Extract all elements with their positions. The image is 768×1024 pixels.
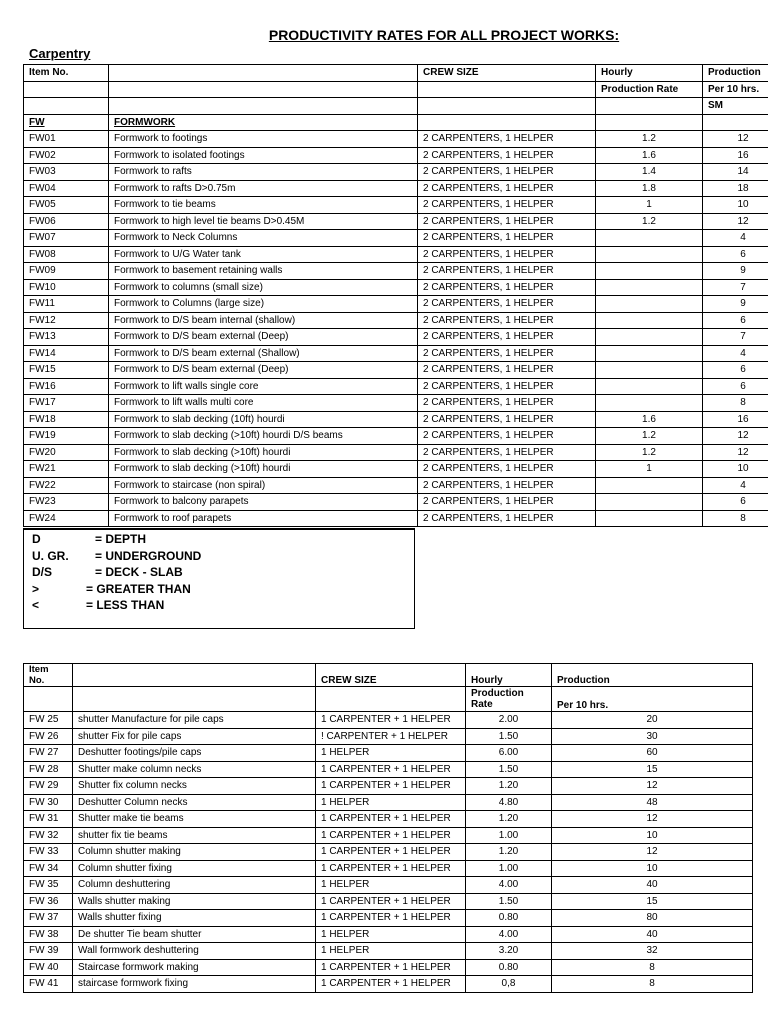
cell-production: 14 xyxy=(703,164,768,181)
cell-item-no: FW12 xyxy=(24,312,109,329)
cell-crew-size: 2 CARPENTERS, 1 HELPER xyxy=(418,197,596,214)
cell-description: Deshutter Column necks xyxy=(73,794,316,811)
page-title: PRODUCTIVITY RATES FOR ALL PROJECT WORKS: xyxy=(268,27,620,43)
cell-item-no: FW 36 xyxy=(24,893,73,910)
cell-description: Formwork to isolated footings xyxy=(109,147,418,164)
header-item-no: Item No. xyxy=(24,65,109,82)
cell-item-no: FW01 xyxy=(24,131,109,148)
cell-crew-size: 2 CARPENTERS, 1 HELPER xyxy=(418,494,596,511)
cell-description: Formwork to Columns (large size) xyxy=(109,296,418,313)
cell-crew-size: 2 CARPENTERS, 1 HELPER xyxy=(418,428,596,445)
cell-hourly-rate xyxy=(596,510,703,527)
table-row xyxy=(24,844,753,861)
cell-hourly-rate xyxy=(596,378,703,395)
cell-production: 12 xyxy=(552,778,753,795)
table-row xyxy=(24,477,768,494)
cell-crew-size: 1 CARPENTER + 1 HELPER xyxy=(316,860,466,877)
cell-hourly-rate: 1.50 xyxy=(466,893,552,910)
cell-production: 12 xyxy=(552,844,753,861)
cell-crew-size: 2 CARPENTERS, 1 HELPER xyxy=(418,131,596,148)
cell-crew-size: 2 CARPENTERS, 1 HELPER xyxy=(418,395,596,412)
cell-description: Shutter fix column necks xyxy=(73,778,316,795)
cell-crew-size: 1 CARPENTER + 1 HELPER xyxy=(316,712,466,729)
table-row xyxy=(24,893,753,910)
cell-description: Formwork to slab decking (>10ft) hourdi xyxy=(109,444,418,461)
table-row xyxy=(24,213,768,230)
cell-hourly-rate xyxy=(596,296,703,313)
table-row xyxy=(24,959,753,976)
cell-description: Formwork to staircase (non spiral) xyxy=(109,477,418,494)
cell-crew-size: 2 CARPENTERS, 1 HELPER xyxy=(418,279,596,296)
cell-crew-size: 2 CARPENTERS, 1 HELPER xyxy=(418,147,596,164)
cell-hourly-rate: 1.8 xyxy=(596,180,703,197)
cell-description: Staircase formwork making xyxy=(73,959,316,976)
cell-crew-size: 1 CARPENTER + 1 HELPER xyxy=(316,844,466,861)
cell-item-no: FW 35 xyxy=(24,877,73,894)
cell-item-no: FW 34 xyxy=(24,860,73,877)
cell-item-no: FW 25 xyxy=(24,712,73,729)
cell-item-no: FW 40 xyxy=(24,959,73,976)
cell-crew-size: 2 CARPENTERS, 1 HELPER xyxy=(418,510,596,527)
cell-hourly-rate xyxy=(596,279,703,296)
cell-hourly-rate xyxy=(596,312,703,329)
table-row xyxy=(24,444,768,461)
cell-hourly-rate: 1.50 xyxy=(466,728,552,745)
cell-production: 40 xyxy=(552,926,753,943)
section-title: Carpentry xyxy=(29,46,91,61)
cell-production: 12 xyxy=(703,131,768,148)
table-header-row xyxy=(24,98,768,115)
cell-crew-size: 2 CARPENTERS, 1 HELPER xyxy=(418,230,596,247)
cell-hourly-rate: 1.50 xyxy=(466,761,552,778)
formwork-table xyxy=(23,64,768,527)
cell-hourly-rate: 1.6 xyxy=(596,411,703,428)
cell-hourly-rate: 6.00 xyxy=(466,745,552,762)
table-row xyxy=(24,164,768,181)
cell-item-no: FW05 xyxy=(24,197,109,214)
abbreviation-legend xyxy=(23,528,415,629)
cell-description: shutter Fix for pile caps xyxy=(73,728,316,745)
table-row xyxy=(24,860,753,877)
header-unit: SM xyxy=(703,98,768,115)
cell-description: Formwork to lift walls single core xyxy=(109,378,418,395)
cell-hourly-rate xyxy=(596,477,703,494)
cell-item-no: FW02 xyxy=(24,147,109,164)
header-production: Production xyxy=(703,65,768,82)
table-row xyxy=(24,345,768,362)
cell-description: Formwork to U/G Water tank xyxy=(109,246,418,263)
cell-crew-size: 2 CARPENTERS, 1 HELPER xyxy=(418,213,596,230)
cell-production: 12 xyxy=(703,444,768,461)
cell-production: 32 xyxy=(552,943,753,960)
table-row xyxy=(24,131,768,148)
cell-item-no: FW11 xyxy=(24,296,109,313)
legend-definition: = DECK - SLAB xyxy=(95,565,183,579)
cell-crew-size: 1 CARPENTER + 1 HELPER xyxy=(316,761,466,778)
group-name: FORMWORK xyxy=(109,114,418,131)
table-header-row xyxy=(24,81,768,98)
cell-hourly-rate xyxy=(596,494,703,511)
cell-hourly-rate: 4.80 xyxy=(466,794,552,811)
header-description xyxy=(109,65,418,82)
table-header-row xyxy=(24,664,753,687)
header-production-rate: Production Rate xyxy=(466,687,552,712)
table-row xyxy=(24,778,753,795)
legend-abbreviation: < xyxy=(32,598,40,612)
table-row xyxy=(24,976,753,993)
cell-description: Walls shutter making xyxy=(73,893,316,910)
cell-item-no: FW17 xyxy=(24,395,109,412)
cell-description: Wall formwork deshuttering xyxy=(73,943,316,960)
table-row xyxy=(24,877,753,894)
cell-description: Shutter make tie beams xyxy=(73,811,316,828)
cell-crew-size: 1 HELPER xyxy=(316,745,466,762)
cell-crew-size: 1 CARPENTER + 1 HELPER xyxy=(316,976,466,993)
cell-hourly-rate xyxy=(596,345,703,362)
cell-crew-size: 1 CARPENTER + 1 HELPER xyxy=(316,827,466,844)
cell-production: 40 xyxy=(552,877,753,894)
table-row xyxy=(24,712,753,729)
cell-crew-size: 2 CARPENTERS, 1 HELPER xyxy=(418,345,596,362)
cell-item-no: FW03 xyxy=(24,164,109,181)
table-row xyxy=(24,428,768,445)
table-row xyxy=(24,745,753,762)
table-row xyxy=(24,461,768,478)
cell-item-no: FW19 xyxy=(24,428,109,445)
cell-hourly-rate xyxy=(596,329,703,346)
table-row xyxy=(24,494,768,511)
cell-hourly-rate: 0.80 xyxy=(466,910,552,927)
cell-description: Walls shutter fixing xyxy=(73,910,316,927)
cell-item-no: FW21 xyxy=(24,461,109,478)
cell-production: 7 xyxy=(703,329,768,346)
table-row xyxy=(24,411,768,428)
cell-crew-size: 2 CARPENTERS, 1 HELPER xyxy=(418,444,596,461)
cell-hourly-rate: 1.2 xyxy=(596,131,703,148)
cell-item-no: FW 28 xyxy=(24,761,73,778)
table-header-row xyxy=(24,687,753,712)
header-crew-size: CREW SIZE xyxy=(418,65,596,82)
header-per-10-hrs: Per 10 hrs. xyxy=(703,81,768,98)
cell-crew-size: 1 HELPER xyxy=(316,943,466,960)
cell-description: Column shutter making xyxy=(73,844,316,861)
table-row xyxy=(24,147,768,164)
cell-hourly-rate: 1.2 xyxy=(596,444,703,461)
table-row xyxy=(24,378,768,395)
cell-description: Formwork to balcony parapets xyxy=(109,494,418,511)
cell-production: 6 xyxy=(703,494,768,511)
cell-production: 8 xyxy=(552,959,753,976)
header-item-no: Item No. xyxy=(24,664,73,687)
table-header-row xyxy=(24,65,768,82)
cell-item-no: FW06 xyxy=(24,213,109,230)
cell-crew-size: 1 CARPENTER + 1 HELPER xyxy=(316,778,466,795)
table-row xyxy=(24,811,753,828)
legend-abbreviation: U. GR. xyxy=(32,548,69,563)
cell-crew-size: 2 CARPENTERS, 1 HELPER xyxy=(418,378,596,395)
cell-hourly-rate: 1.2 xyxy=(596,428,703,445)
cell-production: 30 xyxy=(552,728,753,745)
cell-production: 8 xyxy=(703,395,768,412)
table-row xyxy=(24,943,753,960)
cell-description: Formwork to D/S beam internal (shallow) xyxy=(109,312,418,329)
cell-hourly-rate: 1.2 xyxy=(596,213,703,230)
legend-abbreviation: D/S xyxy=(32,565,53,579)
cell-production: 12 xyxy=(703,428,768,445)
cell-production: 4 xyxy=(703,345,768,362)
table-row xyxy=(24,794,753,811)
cell-description: Formwork to slab decking (10ft) hourdi xyxy=(109,411,418,428)
header-hourly: Hourly xyxy=(466,664,552,687)
cell-item-no: FW23 xyxy=(24,494,109,511)
cell-hourly-rate: 1.20 xyxy=(466,811,552,828)
table-row xyxy=(24,246,768,263)
cell-hourly-rate: 4.00 xyxy=(466,926,552,943)
legend-definition: = LESS THAN xyxy=(86,598,165,612)
cell-hourly-rate: 1.4 xyxy=(596,164,703,181)
cell-description: Formwork to D/S beam external (Deep) xyxy=(109,329,418,346)
table-row xyxy=(24,263,768,280)
cell-item-no: FW 27 xyxy=(24,745,73,762)
cell-hourly-rate xyxy=(596,263,703,280)
cell-production: 10 xyxy=(552,860,753,877)
cell-description: Formwork to high level tie beams D>0.45M xyxy=(109,213,418,230)
cell-crew-size: 2 CARPENTERS, 1 HELPER xyxy=(418,263,596,280)
table-row xyxy=(24,279,768,296)
cell-production: 15 xyxy=(552,893,753,910)
legend-definition: = UNDERGROUND xyxy=(95,548,202,563)
legend-definition: = DEPTH xyxy=(95,532,147,546)
cell-item-no: FW 38 xyxy=(24,926,73,943)
table-row xyxy=(24,926,753,943)
cell-production: 6 xyxy=(703,378,768,395)
cell-item-no: FW10 xyxy=(24,279,109,296)
cell-description: Formwork to footings xyxy=(109,131,418,148)
table-row xyxy=(24,296,768,313)
cell-description: Shutter make column necks xyxy=(73,761,316,778)
cell-production: 12 xyxy=(703,213,768,230)
cell-hourly-rate: 1.20 xyxy=(466,778,552,795)
cell-production: 10 xyxy=(703,461,768,478)
cell-item-no: FW 30 xyxy=(24,794,73,811)
cell-hourly-rate: 4.00 xyxy=(466,877,552,894)
header-crew-size: CREW SIZE xyxy=(316,664,466,687)
cell-description: Formwork to slab decking (>10ft) hourdi D/S beams xyxy=(109,428,418,445)
table-row xyxy=(24,312,768,329)
cell-production: 6 xyxy=(703,312,768,329)
cell-item-no: FW 26 xyxy=(24,728,73,745)
cell-hourly-rate: 1.00 xyxy=(466,827,552,844)
table-row xyxy=(24,329,768,346)
cell-description: De shutter Tie beam shutter xyxy=(73,926,316,943)
table-row xyxy=(24,362,768,379)
header-hourly: Hourly xyxy=(596,65,703,82)
legend-definition: = GREATER THAN xyxy=(86,581,191,596)
cell-description: Deshutter footings/pile caps xyxy=(73,745,316,762)
cell-description: Formwork to tie beams xyxy=(109,197,418,214)
legend-abbreviation: D xyxy=(32,532,41,546)
cell-production: 8 xyxy=(552,976,753,993)
cell-description: Column deshuttering xyxy=(73,877,316,894)
cell-item-no: FW 33 xyxy=(24,844,73,861)
cell-crew-size: 1 CARPENTER + 1 HELPER xyxy=(316,910,466,927)
cell-crew-size: 2 CARPENTERS, 1 HELPER xyxy=(418,362,596,379)
cell-hourly-rate: 1.6 xyxy=(596,147,703,164)
cell-production: 16 xyxy=(703,411,768,428)
table-row xyxy=(24,197,768,214)
table-row xyxy=(24,180,768,197)
cell-description: Formwork to rafts D>0.75m xyxy=(109,180,418,197)
header-production-rate: Production Rate xyxy=(596,81,703,98)
cell-crew-size: 2 CARPENTERS, 1 HELPER xyxy=(418,296,596,313)
group-row xyxy=(24,114,768,131)
cell-crew-size: 2 CARPENTERS, 1 HELPER xyxy=(418,461,596,478)
cell-description: Formwork to columns (small size) xyxy=(109,279,418,296)
cell-crew-size: 1 CARPENTER + 1 HELPER xyxy=(316,893,466,910)
cell-item-no: FW20 xyxy=(24,444,109,461)
cell-item-no: FW 32 xyxy=(24,827,73,844)
cell-hourly-rate: 3.20 xyxy=(466,943,552,960)
cell-description: Formwork to D/S beam external (Shallow) xyxy=(109,345,418,362)
table-row xyxy=(24,230,768,247)
cell-crew-size: 2 CARPENTERS, 1 HELPER xyxy=(418,312,596,329)
cell-production: 60 xyxy=(552,745,753,762)
shuttering-table xyxy=(23,663,753,993)
cell-production: 16 xyxy=(703,147,768,164)
cell-item-no: FW 41 xyxy=(24,976,73,993)
cell-description: shutter Manufacture for pile caps xyxy=(73,712,316,729)
table-row xyxy=(24,761,753,778)
cell-crew-size: 1 HELPER xyxy=(316,794,466,811)
cell-crew-size: 2 CARPENTERS, 1 HELPER xyxy=(418,411,596,428)
cell-item-no: FW14 xyxy=(24,345,109,362)
cell-description: Column shutter fixing xyxy=(73,860,316,877)
group-code: FW xyxy=(24,114,109,131)
cell-production: 7 xyxy=(703,279,768,296)
cell-crew-size: 1 CARPENTER + 1 HELPER xyxy=(316,959,466,976)
cell-production: 8 xyxy=(703,510,768,527)
cell-hourly-rate: 1 xyxy=(596,461,703,478)
cell-crew-size: 2 CARPENTERS, 1 HELPER xyxy=(418,329,596,346)
cell-crew-size: 2 CARPENTERS, 1 HELPER xyxy=(418,477,596,494)
cell-item-no: FW 31 xyxy=(24,811,73,828)
cell-production: 4 xyxy=(703,477,768,494)
cell-description: Formwork to Neck Columns xyxy=(109,230,418,247)
cell-description: Formwork to rafts xyxy=(109,164,418,181)
cell-item-no: FW16 xyxy=(24,378,109,395)
cell-production: 15 xyxy=(552,761,753,778)
cell-hourly-rate xyxy=(596,395,703,412)
cell-item-no: FW09 xyxy=(24,263,109,280)
cell-production: 4 xyxy=(703,230,768,247)
cell-description: shutter fix tie beams xyxy=(73,827,316,844)
cell-production: 6 xyxy=(703,246,768,263)
cell-hourly-rate: 1.20 xyxy=(466,844,552,861)
table-row xyxy=(24,395,768,412)
cell-item-no: FW18 xyxy=(24,411,109,428)
cell-crew-size: 2 CARPENTERS, 1 HELPER xyxy=(418,246,596,263)
cell-production: 48 xyxy=(552,794,753,811)
cell-production: 12 xyxy=(552,811,753,828)
cell-description: staircase formwork fixing xyxy=(73,976,316,993)
table-row xyxy=(24,910,753,927)
cell-hourly-rate: 0.80 xyxy=(466,959,552,976)
table-row xyxy=(24,827,753,844)
cell-crew-size: 2 CARPENTERS, 1 HELPER xyxy=(418,180,596,197)
cell-description: Formwork to basement retaining walls xyxy=(109,263,418,280)
header-per-10-hrs: Per 10 hrs. xyxy=(552,687,753,712)
cell-item-no: FW 29 xyxy=(24,778,73,795)
cell-hourly-rate: 0,8 xyxy=(466,976,552,993)
cell-hourly-rate xyxy=(596,362,703,379)
cell-production: 18 xyxy=(703,180,768,197)
cell-hourly-rate: 1 xyxy=(596,197,703,214)
cell-crew-size: 2 CARPENTERS, 1 HELPER xyxy=(418,164,596,181)
cell-production: 20 xyxy=(552,712,753,729)
cell-production: 6 xyxy=(703,362,768,379)
cell-crew-size: 1 HELPER xyxy=(316,877,466,894)
cell-production: 9 xyxy=(703,296,768,313)
cell-description: Formwork to slab decking (>10ft) hourdi xyxy=(109,461,418,478)
legend-abbreviation: > xyxy=(32,581,40,596)
cell-item-no: FW 39 xyxy=(24,943,73,960)
cell-hourly-rate: 2.00 xyxy=(466,712,552,729)
cell-crew-size: 1 HELPER xyxy=(316,926,466,943)
cell-item-no: FW07 xyxy=(24,230,109,247)
cell-item-no: FW08 xyxy=(24,246,109,263)
cell-item-no: FW 37 xyxy=(24,910,73,927)
cell-item-no: FW13 xyxy=(24,329,109,346)
cell-crew-size: ! CARPENTER + 1 HELPER xyxy=(316,728,466,745)
cell-item-no: FW15 xyxy=(24,362,109,379)
cell-description: Formwork to roof parapets xyxy=(109,510,418,527)
cell-hourly-rate: 1.00 xyxy=(466,860,552,877)
table-row xyxy=(24,728,753,745)
cell-hourly-rate xyxy=(596,230,703,247)
cell-description: Formwork to D/S beam external (Deep) xyxy=(109,362,418,379)
cell-item-no: FW22 xyxy=(24,477,109,494)
cell-production: 10 xyxy=(552,827,753,844)
table-row xyxy=(24,510,768,527)
cell-item-no: FW24 xyxy=(24,510,109,527)
cell-production: 9 xyxy=(703,263,768,280)
cell-production: 80 xyxy=(552,910,753,927)
cell-item-no: FW04 xyxy=(24,180,109,197)
cell-crew-size: 1 CARPENTER + 1 HELPER xyxy=(316,811,466,828)
cell-production: 10 xyxy=(703,197,768,214)
cell-hourly-rate xyxy=(596,246,703,263)
header-production: Production xyxy=(552,664,753,687)
cell-description: Formwork to lift walls multi core xyxy=(109,395,418,412)
